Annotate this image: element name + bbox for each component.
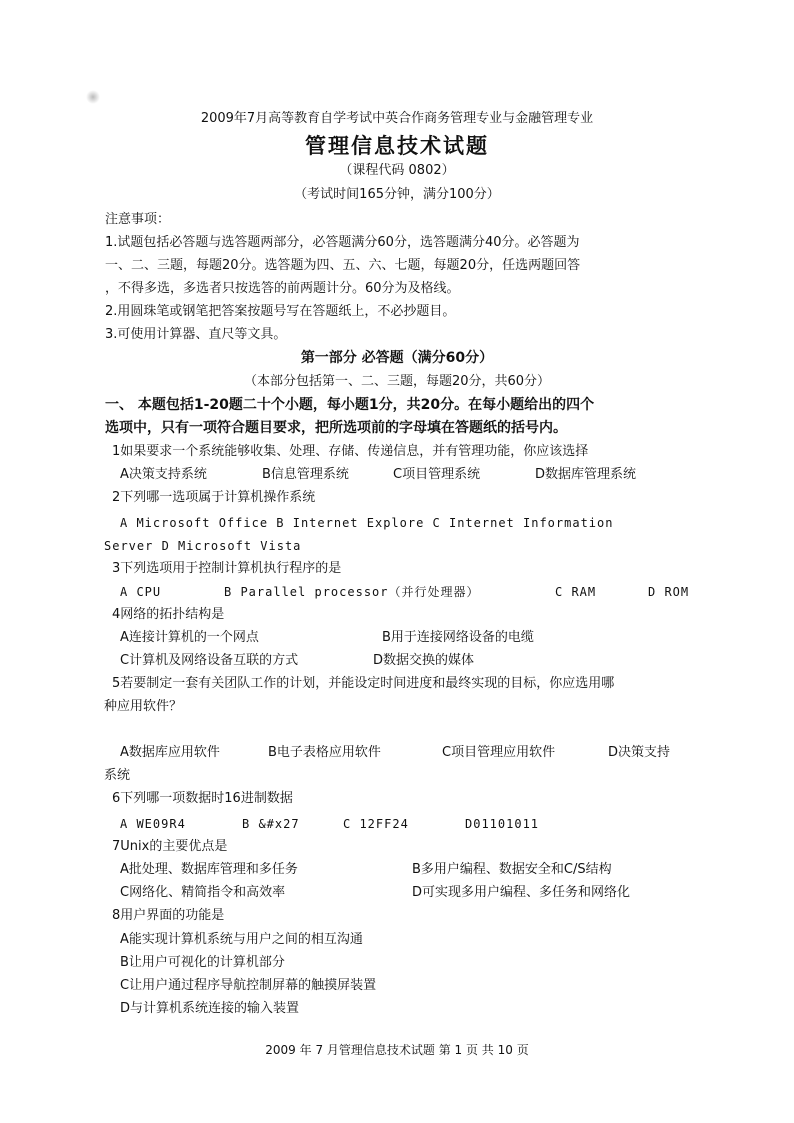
note-line: ，不得多选，多选者只按选答的前两题计分。60分为及格线。 — [105, 281, 460, 296]
question-option: B &#x27 — [242, 817, 300, 831]
question-option: A CPU — [120, 585, 162, 599]
question-option: B用于连接网络设备的电缆 — [382, 630, 534, 645]
scan-smudge — [86, 90, 100, 104]
question-option: C网络化、精简指令和高效率 — [120, 885, 286, 900]
question-stem: 4网络的拓扑结构是 — [112, 607, 225, 622]
course-code: （课程代码 0802） — [339, 163, 455, 178]
question-option: D与计算机系统连接的输入装置 — [120, 1001, 300, 1016]
question-option: A数据库应用软件 — [120, 745, 220, 760]
question-option: A能实现计算机系统与用户之间的相互沟通 — [120, 932, 363, 947]
question-option: D决策支持 — [608, 745, 671, 760]
part1-instruction: 一、 本题包括1-20题二十个小题，每小题1分，共20分。在每小题给出的四个 — [105, 397, 595, 413]
question-stem: 3下列选项用于控制计算机执行程序的是 — [112, 561, 342, 576]
note-line: 2.用圆珠笔或钢笔把答案按题号写在答题纸上，不必抄题目。 — [105, 304, 456, 319]
question-option: D ROM — [648, 585, 690, 599]
question-option: D可实现多用户编程、多任务和网络化 — [412, 885, 631, 900]
question-option: C 12FF24 — [343, 817, 409, 831]
question-option: A连接计算机的一个网点 — [120, 630, 259, 645]
notes-heading: 注意事项： — [105, 212, 171, 227]
note-line: 1.试题包括必答题与选答题两部分，必答题满分60分，选答题满分40分。必答题为 — [105, 235, 580, 250]
question-options-line: Server D Microsoft Vista — [104, 539, 302, 553]
question-options-line: A Microsoft Office B Internet Explore C Internet Information — [120, 516, 614, 530]
page-title: 管理信息技术试题 — [305, 134, 489, 158]
question-option: B Parallel processor（并行处理器） — [224, 585, 480, 599]
exam-header-line: 2009年7月高等教育自学考试中英合作商务管理专业与金融管理专业 — [200, 111, 594, 126]
question-stem: 8用户界面的功能是 — [112, 908, 225, 923]
question-option: C让用户通过程序导航控制屏幕的触摸屏装置 — [120, 978, 377, 993]
question-stem: 1如果要求一个系统能够收集、处理、存储、传递信息，并有管理功能，你应该选择 — [112, 444, 589, 459]
question-stem: 种应用软件？ — [104, 699, 183, 714]
question-option: B让用户可视化的计算机部分 — [120, 955, 285, 970]
question-option: D数据库管理系统 — [535, 467, 637, 482]
question-option: A WE09R4 — [120, 817, 186, 831]
note-line: 3.可使用计算器、直尺等文具。 — [105, 327, 287, 342]
question-stem: 7Unix的主要优点是 — [112, 839, 228, 854]
question-option: C项目管理应用软件 — [442, 745, 556, 760]
question-option: A决策支持系统 — [120, 467, 207, 482]
question-option-wrap: 系统 — [104, 768, 131, 783]
question-stem: 5若要制定一套有关团队工作的计划，并能设定时间进度和最终实现的目标，你应选用哪 — [112, 676, 615, 691]
part1-heading: 第一部分 必答题（满分60分） — [300, 350, 494, 366]
question-option: B多用户编程、数据安全和C/S结构 — [412, 862, 612, 877]
question-option: C计算机及网络设备互联的方式 — [120, 653, 299, 668]
question-option: A批处理、数据库管理和多任务 — [120, 862, 298, 877]
part1-instruction: 选项中，只有一项符合题目要求，把所选项前的字母填在答题纸的括号内。 — [105, 420, 567, 436]
part1-subheading: （本部分包括第一、二、三题，每题20分，共60分） — [243, 374, 551, 389]
question-option: D01101011 — [465, 817, 540, 831]
question-stem: 2下列哪一选项属于计算机操作系统 — [112, 490, 316, 505]
question-option: C项目管理系统 — [393, 467, 481, 482]
page-footer: 2009 年 7 月管理信息技术试题 第 1 页 共 10 页 — [265, 1043, 529, 1057]
note-line: 一、二、三题，每题20分。选答题为四、五、六、七题，每题20分，任选两题回答 — [105, 258, 581, 273]
question-option: B信息管理系统 — [262, 467, 349, 482]
question-option: D数据交换的媒体 — [373, 653, 475, 668]
question-option: B电子表格应用软件 — [268, 745, 381, 760]
exam-time: （考试时间165分钟，满分100分） — [294, 187, 500, 202]
question-stem: 6下列哪一项数据时16进制数据 — [112, 791, 293, 806]
question-option: C RAM — [555, 585, 597, 599]
